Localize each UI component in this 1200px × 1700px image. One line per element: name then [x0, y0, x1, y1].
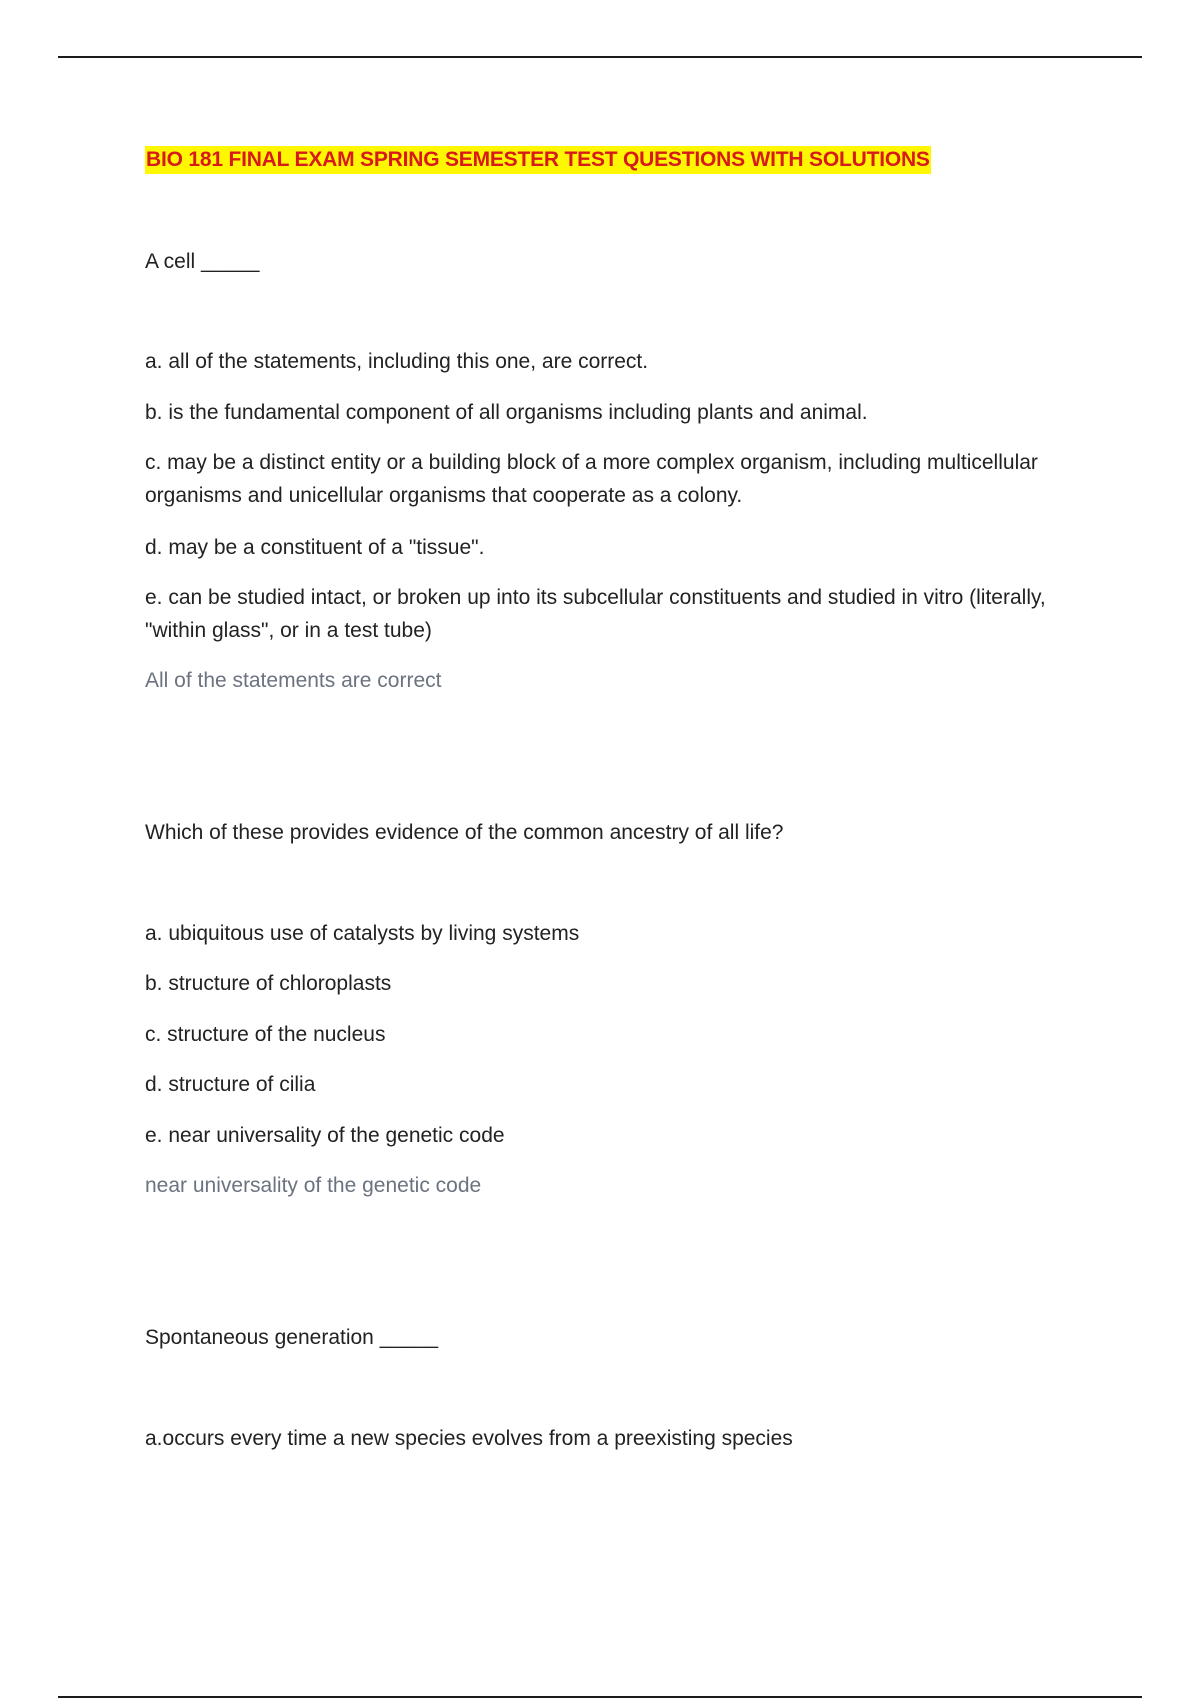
- question-3-option-a: a.occurs every time a new species evolves from a preexisting species: [145, 1427, 793, 1450]
- question-2-prompt: Which of these provides evidence of the common ancestry of all life?: [145, 821, 784, 844]
- question-1-option-c: c. may be a distinct entity or a building block of a more complex organism, including multicellular organisms and unicellular organisms that cooperate as a colony.: [145, 451, 1038, 507]
- question-1-prompt: A cell _____: [145, 250, 260, 273]
- document-title: BIO 181 FINAL EXAM SPRING SEMESTER TEST QUESTIONS WITH SOLUTIONS: [145, 146, 931, 174]
- question-1-option-a: a. all of the statements, including this one, are correct.: [145, 350, 649, 373]
- header-rule: [58, 56, 1142, 58]
- footer-rule: [58, 1696, 1142, 1698]
- question-2-option-b: b. structure of chloroplasts: [145, 972, 392, 995]
- question-1-option-b: b. is the fundamental component of all organisms including plants and animal.: [145, 401, 868, 424]
- question-2-option-e: e. near universality of the genetic code: [145, 1124, 505, 1147]
- question-2-option-c: c. structure of the nucleus: [145, 1023, 386, 1046]
- question-3-prompt: Spontaneous generation _____: [145, 1326, 439, 1349]
- question-2-option-d: d. structure of cilia: [145, 1073, 316, 1096]
- question-1-answer: All of the statements are correct: [145, 669, 442, 692]
- question-2-answer: near universality of the genetic code: [145, 1174, 482, 1197]
- question-2-option-a: a. ubiquitous use of catalysts by living systems: [145, 922, 580, 945]
- question-1-option-d: d. may be a constituent of a "tissue".: [145, 536, 485, 559]
- question-1-option-e: e. can be studied intact, or broken up into its subcellular constituents and studied in vitro (literally, "within glass", or in a test tube): [145, 586, 1046, 642]
